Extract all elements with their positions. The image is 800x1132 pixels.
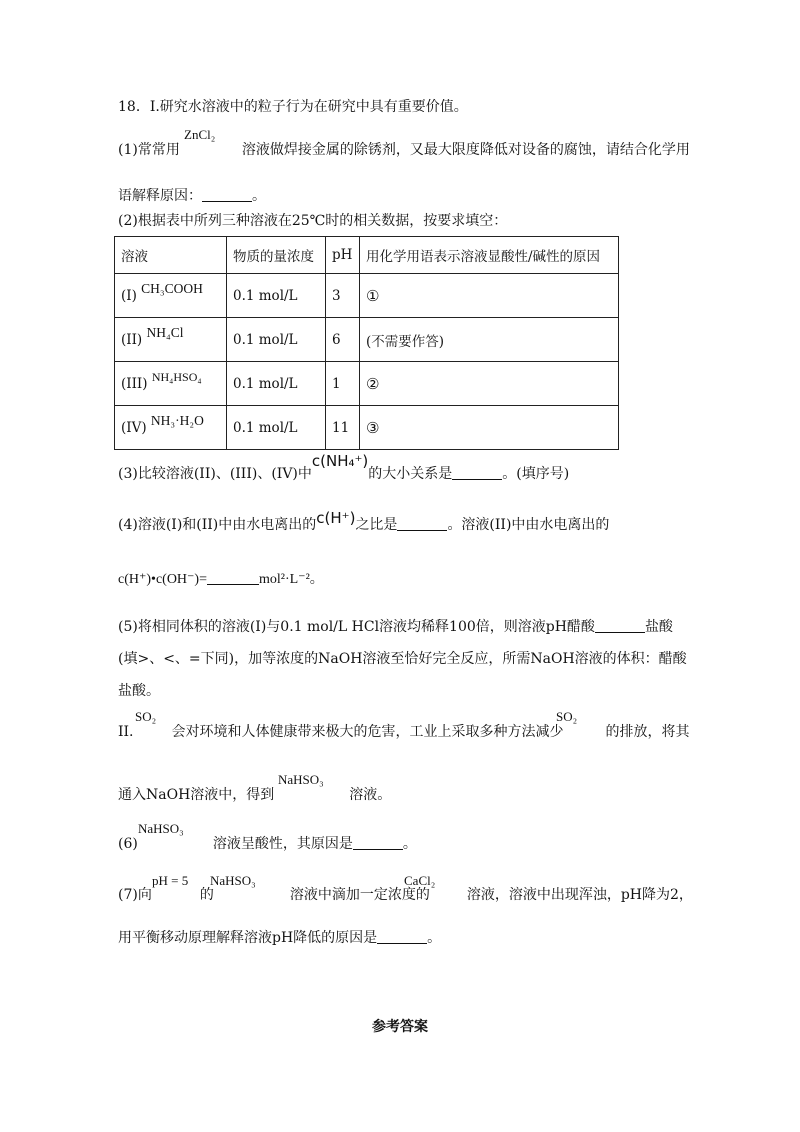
table-cell: 0.1 mol/L	[227, 406, 326, 450]
table-header-cell: pH	[326, 237, 360, 274]
q1-text-b: 溶液做焊接金属的除锈剂，又最大限度降低对设备的腐蚀，请结合化学用	[241, 142, 690, 158]
q5-line3: 盐酸。	[118, 683, 160, 699]
ph-expression: pH = 5	[152, 873, 189, 888]
q3-formula: c(NH₄⁺)	[311, 452, 369, 470]
q5-line1	[118, 617, 673, 637]
q6-label: (6)	[118, 836, 138, 852]
q7-line2-text: 用平衡移动原理解释溶液pH降低的原因是	[118, 930, 378, 946]
q6-text: 溶液呈酸性，其原因是	[212, 836, 353, 852]
q4-unit: mol²·L⁻²。	[258, 572, 324, 587]
q4-line1	[118, 509, 610, 535]
table-cell: 0.1 mol/L	[227, 362, 326, 406]
q5-text-a: (5)将相同体积的溶液(I)与0.1 mol/L HCl溶液均稀释100倍，则溶液pH醋酸	[118, 619, 595, 635]
table-cell: 3	[326, 274, 360, 318]
q2-text: (2)根据表中所列三种溶液在25℃时的相关数据，按要求填空：	[118, 213, 508, 229]
q3-text-c: 。(填序号)	[502, 466, 570, 482]
part-ii-label: II.	[118, 724, 134, 740]
part-ii-line2-end: 溶液。	[349, 787, 392, 803]
answer-blank[interactable]	[202, 188, 252, 202]
q1-line1	[118, 140, 690, 160]
table-row	[115, 274, 619, 318]
q4-formula: c(H⁺)	[316, 509, 356, 527]
table-cell: 0.1 mol/L	[227, 274, 326, 318]
q3-line	[118, 452, 570, 484]
q4-text-b: 之比是	[355, 517, 398, 533]
q4-expression: c(H⁺)•c(OH⁻)=	[118, 572, 207, 587]
q7-text-a: (7)向	[118, 887, 152, 903]
q3-text-a: (3)比较溶液(II)、(III)、(IV)中	[118, 466, 312, 482]
part-ii-line1	[118, 722, 690, 742]
table-cell: ②	[360, 362, 619, 406]
q5-text-b: 盐酸	[644, 619, 673, 635]
q1-answer-prompt: 语解释原因：	[118, 188, 202, 204]
table-cell: ③	[360, 406, 619, 450]
table-cell: 6	[326, 318, 360, 362]
table-cell: 1	[326, 362, 360, 406]
part-ii-text-c: 的排放，将其	[605, 724, 690, 740]
nahso3-formula: NaHSO₃	[278, 772, 324, 787]
q4-text-a: (4)溶液(I)和(II)中由水电离出的	[118, 517, 317, 533]
answer-section-title: 参考答案	[372, 1019, 428, 1035]
cacl2-formula: CaCl₂	[404, 873, 436, 888]
q7-text-c: 溶液中滴加一定浓度的	[289, 887, 430, 903]
table-row	[115, 406, 619, 450]
table-header-cell: 用化学用语表示溶液显酸性/碱性的原因	[360, 237, 619, 274]
table-cell-solution: (I) CH₃COOH	[115, 274, 227, 318]
table-cell-solution: (IV) NH₃·H₂O	[115, 406, 227, 450]
q7-text-b: 的	[199, 887, 214, 903]
table-cell: 0.1 mol/L	[227, 318, 326, 362]
answer-blank[interactable]	[595, 619, 645, 633]
so2-formula: SO₂	[135, 709, 157, 724]
q4-text-c: 。溶液(II)中由水电离出的	[447, 517, 610, 533]
table-cell-solution: (II) NH₄Cl	[115, 318, 227, 362]
q5-line2: (填>、<、=下同)，加等浓度的NaOH溶液至恰好完全反应，所需NaOH溶液的体积：醋酸	[118, 651, 687, 667]
q4-line2	[118, 570, 324, 590]
table-cell: 11	[326, 406, 360, 450]
so2-formula-2: SO₂	[556, 709, 578, 724]
q6-line	[118, 834, 417, 854]
nahso3-formula: NaHSO₃	[138, 821, 184, 836]
part-ii-line2	[118, 785, 391, 805]
table-header-cell: 物质的量浓度	[227, 237, 326, 274]
table-row	[115, 318, 619, 362]
answer-blank[interactable]	[353, 836, 403, 850]
answer-blank[interactable]	[397, 517, 447, 531]
table-row	[115, 362, 619, 406]
table-header-row	[115, 237, 619, 274]
q7-text-d: 溶液，溶液中出现浑浊，pH降为2，	[466, 887, 693, 903]
table-cell: ①	[360, 274, 619, 318]
answer-blank[interactable]	[207, 571, 259, 585]
q7-line2	[118, 928, 441, 948]
q1-formula: ZnCl₂	[184, 127, 216, 142]
part-ii-text-b: 会对环境和人体健康带来极大的危害，工业上采取多种方法减少	[171, 724, 564, 740]
punct: 。	[402, 836, 417, 852]
q1-line2	[118, 186, 266, 206]
nahso3-formula: NaHSO₃	[210, 873, 256, 888]
q3-text-b: 的大小关系是	[368, 466, 453, 482]
table-cell: (不需要作答)	[360, 318, 619, 362]
answer-blank[interactable]	[377, 930, 427, 944]
data-table	[114, 236, 619, 450]
punct: 。	[427, 930, 442, 946]
question-intro: 18．Ⅰ.研究水溶液中的粒子行为在研究中具有重要价值。	[118, 99, 468, 115]
part-ii-line2-text: 通入NaOH溶液中，得到	[118, 787, 275, 803]
table-header-cell: 溶液	[115, 237, 227, 274]
q1-text-a: (1)常常用	[118, 142, 180, 158]
punct: 。	[252, 188, 266, 204]
table-cell-solution: (III) NH₄HSO₄	[115, 362, 227, 406]
answer-blank[interactable]	[452, 466, 502, 480]
